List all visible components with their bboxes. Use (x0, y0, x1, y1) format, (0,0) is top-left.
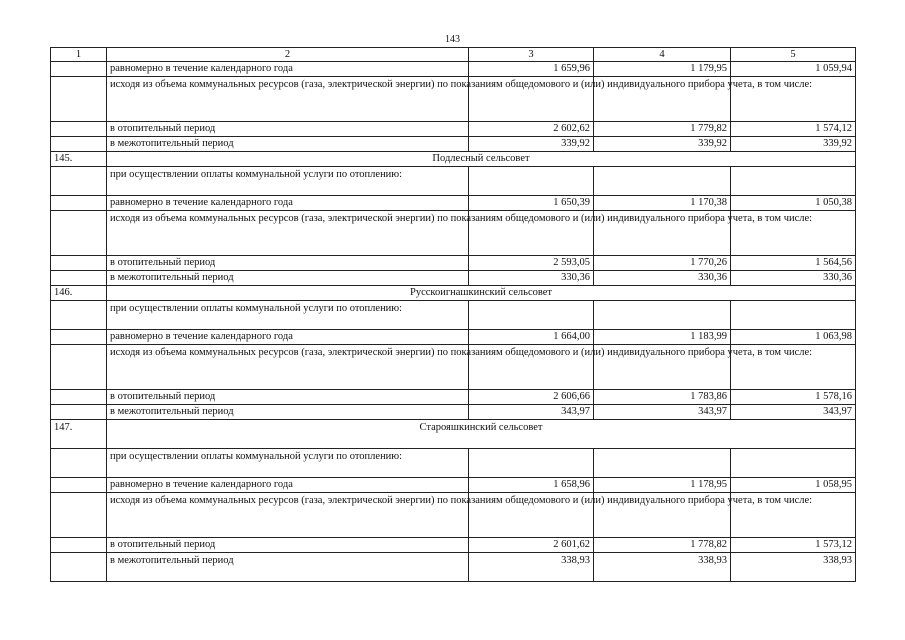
value-col-4: 338,93 (594, 553, 731, 582)
row-description: в отопительный период (107, 122, 469, 137)
table-row (51, 167, 856, 196)
value-col-4: 1 183,99 (594, 330, 731, 345)
table-row (51, 271, 856, 286)
value-col-4: 1 170,38 (594, 196, 731, 211)
column-header-4: 4 (594, 48, 731, 62)
row-number (51, 167, 107, 196)
row-description: при осуществлении оплаты коммунальной услуги по отоплению: (107, 449, 469, 478)
row-description: в отопительный период (107, 538, 469, 553)
row-number (51, 553, 107, 582)
row-number (51, 62, 107, 77)
row-number (51, 390, 107, 405)
row-description: в отопительный период (107, 256, 469, 271)
value-col-5: 1 063,98 (731, 330, 856, 345)
table-row (51, 77, 856, 122)
section-title: Старояшкинский сельсовет (107, 420, 856, 449)
value-col-3: 1 650,39 (469, 196, 594, 211)
table-row (51, 493, 856, 538)
value-col-5 (731, 167, 856, 196)
column-header-3: 3 (469, 48, 594, 62)
value-col-4: 339,92 (594, 137, 731, 152)
row-description: равномерно в течение календарного года (107, 62, 469, 77)
value-col-4 (594, 449, 731, 478)
row-number (51, 256, 107, 271)
value-col-5: 1 059,94 (731, 62, 856, 77)
value-col-5: 1 058,95 (731, 478, 856, 493)
value-col-4: 1 179,95 (594, 62, 731, 77)
row-description: равномерно в течение календарного года (107, 330, 469, 345)
row-number (51, 196, 107, 211)
row-number (51, 301, 107, 330)
value-col-3: 1 664,00 (469, 330, 594, 345)
section-title: Русскоигнашкинский сельсовет (107, 286, 856, 301)
row-description: при осуществлении оплаты коммунальной услуги по отоплению: (107, 301, 469, 330)
table-row (51, 449, 856, 478)
value-col-4: 1 770,26 (594, 256, 731, 271)
row-number: 145. (51, 152, 107, 167)
value-col-5: 1 573,12 (731, 538, 856, 553)
row-description: исходя из объема коммунальных ресурсов (газа, электрической энергии) по показаниям общедомового и (или) индивидуального прибора учета, в том числе: (107, 77, 469, 122)
value-col-3: 2 602,62 (469, 122, 594, 137)
row-description: равномерно в течение календарного года (107, 478, 469, 493)
row-number (51, 122, 107, 137)
row-number (51, 137, 107, 152)
row-description: в межотопительный период (107, 405, 469, 420)
row-number (51, 77, 107, 122)
value-col-3: 1 659,96 (469, 62, 594, 77)
column-header-2: 2 (107, 48, 469, 62)
table-row (51, 345, 856, 390)
row-number (51, 449, 107, 478)
row-number (51, 493, 107, 538)
page-number: 143 (445, 34, 460, 45)
row-number (51, 478, 107, 493)
value-col-3: 330,36 (469, 271, 594, 286)
value-col-5: 343,97 (731, 405, 856, 420)
row-number: 147. (51, 420, 107, 449)
value-col-3 (469, 301, 594, 330)
table-row (51, 256, 856, 271)
column-header-1: 1 (51, 48, 107, 62)
value-col-4: 1 778,82 (594, 538, 731, 553)
row-description: в межотопительный период (107, 553, 469, 582)
value-col-5: 1 578,16 (731, 390, 856, 405)
table-row (51, 301, 856, 330)
value-col-5 (731, 449, 856, 478)
row-number (51, 345, 107, 390)
value-col-4 (594, 167, 731, 196)
value-col-3: 2 601,62 (469, 538, 594, 553)
row-description: в межотопительный период (107, 137, 469, 152)
row-number (51, 330, 107, 345)
table-header-row (51, 48, 856, 62)
value-col-3: 1 658,96 (469, 478, 594, 493)
table-row (51, 330, 856, 345)
table-row (51, 122, 856, 137)
column-header-5: 5 (731, 48, 856, 62)
value-col-4: 330,36 (594, 271, 731, 286)
value-col-5: 339,92 (731, 137, 856, 152)
value-col-5: 338,93 (731, 553, 856, 582)
row-number: 146. (51, 286, 107, 301)
row-number (51, 211, 107, 256)
row-number (51, 271, 107, 286)
value-col-3 (469, 167, 594, 196)
value-col-5: 1 050,38 (731, 196, 856, 211)
value-col-4: 1 178,95 (594, 478, 731, 493)
value-col-4: 1 779,82 (594, 122, 731, 137)
value-col-4: 343,97 (594, 405, 731, 420)
value-col-3: 2 593,05 (469, 256, 594, 271)
value-col-4: 1 783,86 (594, 390, 731, 405)
value-col-4 (594, 301, 731, 330)
value-col-5: 330,36 (731, 271, 856, 286)
value-col-3: 339,92 (469, 137, 594, 152)
row-description: равномерно в течение календарного года (107, 196, 469, 211)
section-row (51, 286, 856, 301)
value-col-3: 2 606,66 (469, 390, 594, 405)
table-row (51, 390, 856, 405)
table-row (51, 478, 856, 493)
row-description: в отопительный период (107, 390, 469, 405)
value-col-3: 343,97 (469, 405, 594, 420)
value-col-5 (731, 301, 856, 330)
value-col-5: 1 564,56 (731, 256, 856, 271)
table-row (51, 196, 856, 211)
row-number (51, 405, 107, 420)
table-row (51, 538, 856, 553)
table-row (51, 553, 856, 582)
section-row (51, 420, 856, 449)
row-description: исходя из объема коммунальных ресурсов (газа, электрической энергии) по показаниям общедомового и (или) индивидуального прибора учета, в том числе: (107, 211, 469, 256)
value-col-5: 1 574,12 (731, 122, 856, 137)
section-title: Подлесный сельсовет (107, 152, 856, 167)
value-col-3 (469, 449, 594, 478)
row-description: в межотопительный период (107, 271, 469, 286)
table-row (51, 62, 856, 77)
table-row (51, 211, 856, 256)
value-col-3: 338,93 (469, 553, 594, 582)
row-description: исходя из объема коммунальных ресурсов (газа, электрической энергии) по показаниям общедомового и (или) индивидуального прибора учета, в том числе: (107, 345, 469, 390)
row-description: при осуществлении оплаты коммунальной услуги по отоплению: (107, 167, 469, 196)
table-row (51, 137, 856, 152)
row-number (51, 538, 107, 553)
row-description: исходя из объема коммунальных ресурсов (газа, электрической энергии) по показаниям общедомового и (или) индивидуального прибора учета, в том числе: (107, 493, 469, 538)
section-row (51, 152, 856, 167)
table-row (51, 405, 856, 420)
tariff-table (50, 47, 856, 582)
